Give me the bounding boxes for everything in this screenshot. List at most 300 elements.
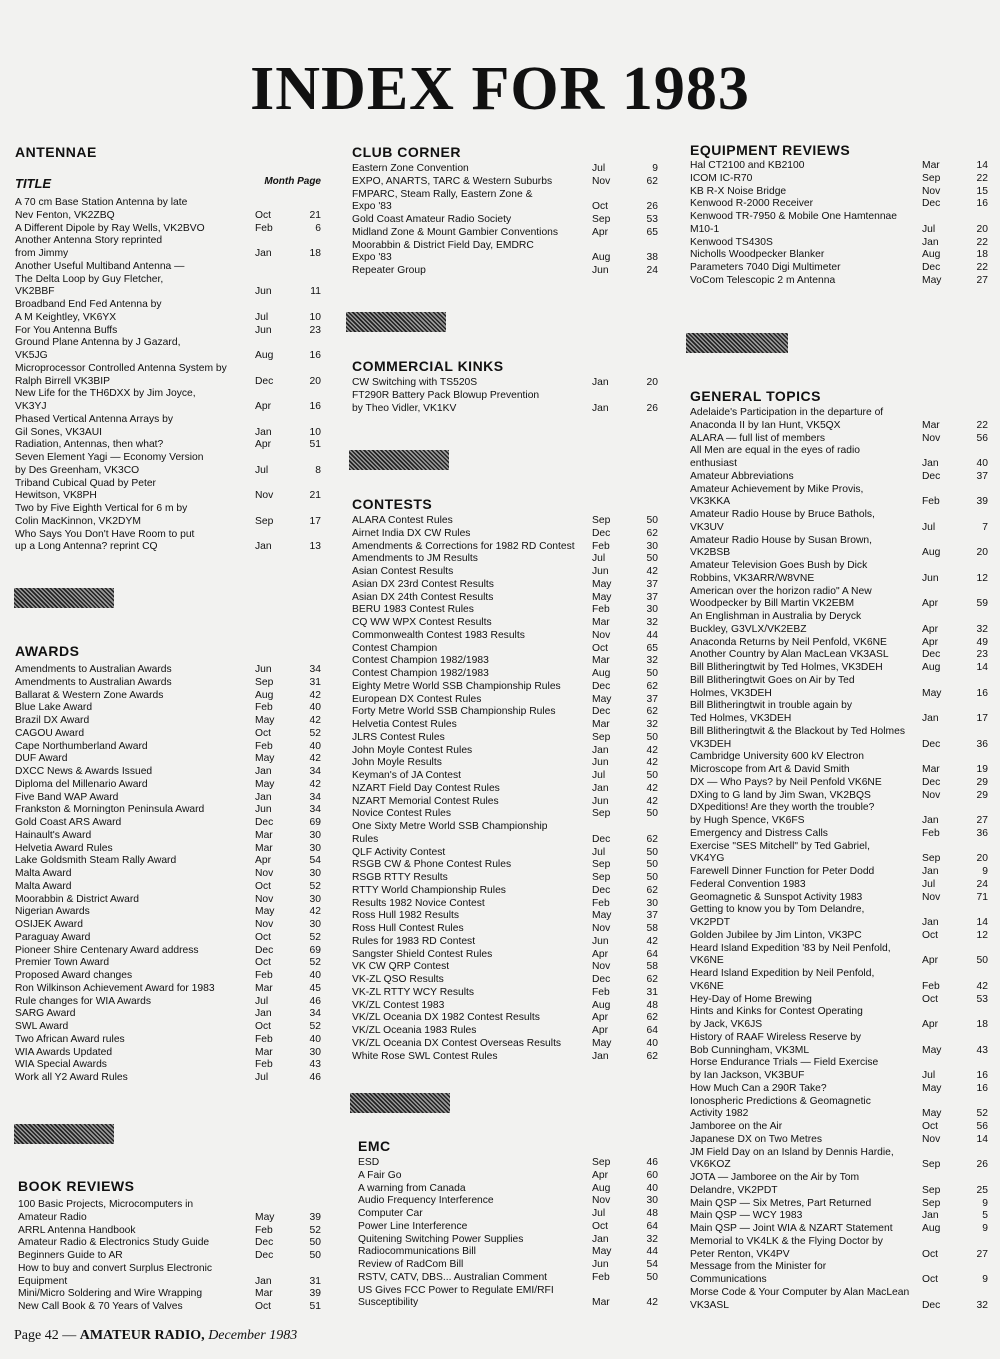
entry-title: Bill Blitheringtwit Goes on Air by Ted Holmes, VK3DEH: [690, 674, 855, 699]
entry-page: 30: [309, 919, 321, 930]
index-entry: [352, 898, 658, 911]
entry-month: Oct: [922, 993, 939, 1005]
entry-month: Oct: [592, 201, 609, 213]
entry-month: Apr: [922, 955, 939, 967]
entry-title: US Gives FCC Power to Regulate EMI/RFI Susceptibility: [358, 1284, 554, 1309]
entry-title: Moorabbin & District Field Day, EMDRC Expo '83: [352, 239, 534, 264]
entry-title: Two African Award rules: [15, 1033, 125, 1045]
entry-month: Feb: [255, 1059, 273, 1071]
entry-month: Dec: [922, 198, 941, 210]
entry-title: Forty Metre World SSB Championship Rules: [352, 706, 556, 718]
entry-page: 23: [309, 324, 321, 336]
entry-title: Lake Goldsmith Steam Rally Award: [15, 855, 177, 867]
entry-page: 16: [976, 198, 988, 210]
index-entry: [690, 700, 988, 726]
entry-title: Getting to know you by Tom Delandre, VK2PDT: [690, 904, 865, 928]
entry-page: 10: [309, 426, 321, 438]
index-entry: [352, 910, 658, 923]
entry-page: 22: [976, 419, 988, 431]
entry-month: Dec: [592, 833, 611, 845]
entry-page: 62: [646, 833, 658, 845]
entry-month: Jan: [592, 782, 609, 794]
entry-title: ALARA — full list of members: [690, 432, 826, 444]
entry-month: Sep: [922, 1197, 941, 1209]
entry-month: Apr: [592, 1025, 609, 1036]
entry-month: Jun: [592, 935, 609, 947]
entry-month: Apr: [922, 636, 939, 648]
index-entry: [358, 1221, 658, 1234]
entry-month: Aug: [922, 1223, 941, 1234]
entry-month: Mar: [255, 829, 273, 841]
entry-page: 40: [309, 970, 321, 981]
section-heading: EQUIPMENT REVIEWS: [690, 142, 851, 158]
entry-page: 42: [646, 744, 658, 756]
entry-month: Jun: [255, 324, 272, 336]
index-entry: [15, 855, 321, 868]
section-equipment-reviews: [690, 142, 988, 288]
entry-title: Cape Northumberland Award: [15, 740, 148, 752]
entry-title: RSGB CW & Phone Contest Rules: [352, 859, 512, 871]
entry-title: How to buy and convert Surplus Electronic Equipment: [18, 1262, 213, 1287]
entry-page: 16: [309, 401, 321, 412]
entry-page: 30: [309, 829, 321, 841]
index-entry: [352, 1025, 658, 1038]
entry-title: Ross Hull Contest Rules: [352, 923, 464, 934]
index-entry: [352, 706, 658, 719]
section-contests: [352, 496, 658, 1063]
index-entry: [352, 604, 658, 617]
index-entry: [352, 821, 658, 847]
index-entry: [15, 932, 321, 945]
index-entry: [15, 478, 321, 504]
index-entry: [690, 1198, 988, 1211]
entry-title: Amateur Abbreviations: [690, 470, 794, 482]
entry-page: 34: [309, 804, 321, 816]
entry-title: Results 1982 Novice Contest: [352, 897, 485, 909]
page-title: INDEX FOR 1983: [250, 55, 750, 123]
entry-title: JM Field Day on an Island by Dennis Hardie, VK6KOZ: [690, 1146, 894, 1171]
entry-title: CQ WW WPX Contest Results: [352, 617, 492, 628]
entry-page: 19: [976, 764, 988, 775]
entry-title: Seven Element Yagi — Economy Version by Des Greenham, VK3CO: [15, 452, 204, 476]
index-entry: [352, 923, 658, 936]
index-entry: [15, 983, 321, 996]
entry-title: DX — Who Pays? by Neil Penfold VK6NE: [690, 776, 882, 788]
entry-month: Jul: [255, 1072, 269, 1083]
index-entry: [690, 841, 988, 867]
entry-title: Novice Contest Rules: [352, 808, 452, 820]
entry-title: DUF Award: [15, 753, 68, 765]
entry-page: 50: [309, 1237, 321, 1249]
entry-month: Apr: [592, 1169, 609, 1181]
index-entry: [690, 407, 988, 433]
entry-month: Jan: [922, 815, 939, 826]
index-entry: [690, 198, 988, 211]
entry-title: Ron Wilkinson Achievement Award for 1983: [15, 982, 215, 994]
hatched-divider: [346, 312, 446, 332]
entry-page: 30: [646, 540, 658, 552]
entry-title: Brazil DX Award: [15, 715, 90, 726]
section-club-corner: [352, 144, 658, 278]
entry-page: 62: [646, 974, 658, 985]
index-entry: [358, 1195, 658, 1208]
entry-page: 37: [646, 578, 658, 590]
index-entry: [15, 868, 321, 881]
entry-month: Nov: [592, 961, 611, 973]
entry-month: Dec: [922, 738, 941, 750]
index-entry: [15, 817, 321, 830]
index-entry: [15, 779, 321, 792]
entry-month: Jan: [255, 541, 272, 553]
entry-month: May: [255, 715, 275, 726]
entry-title: American over the horizon radio" A New Woodpecker by Bill Martin VK2EBM: [690, 585, 872, 610]
entry-page: 52: [309, 880, 321, 892]
entry-page: 50: [646, 770, 658, 781]
entry-title: All Men are equal in the eyes of radio enthusiast: [690, 445, 860, 469]
entry-month: Jan: [592, 1050, 609, 1062]
index-entry: [15, 664, 321, 677]
entry-month: Feb: [592, 986, 610, 998]
entry-month: May: [922, 1082, 942, 1094]
month-page-column-label: Month Page: [264, 176, 321, 187]
entry-page: 71: [976, 891, 988, 903]
section-heading: COMMERCIAL KINKS: [352, 358, 504, 374]
entry-page: 16: [976, 1070, 988, 1081]
entry-title: Sangster Shield Contest Rules: [352, 948, 493, 960]
entry-page: 9: [982, 1223, 988, 1234]
entry-page: 42: [309, 715, 321, 726]
index-entry: [690, 275, 988, 288]
entry-month: Jan: [255, 248, 272, 259]
entry-title: Mini/Micro Soldering and Wire Wrapping: [18, 1288, 203, 1300]
index-entry: [15, 223, 321, 236]
entry-page: 62: [646, 527, 658, 539]
entry-title: Malta Award: [15, 880, 72, 892]
entry-title: FT290R Battery Pack Blowup Prevention by Theo Vidler, VK1KV: [352, 389, 540, 414]
entry-page: 29: [976, 789, 988, 801]
entry-page: 24: [646, 265, 658, 276]
entry-month: May: [255, 906, 275, 918]
entry-page: 9: [652, 163, 658, 174]
entry-page: 42: [309, 778, 321, 790]
index-entry: [358, 1170, 658, 1183]
index-entry: [352, 949, 658, 962]
entry-month: Jul: [255, 311, 269, 323]
entry-page: 50: [646, 808, 658, 820]
index-entry: [690, 611, 988, 637]
entry-title: Triband Cubical Quad by Peter Hewitson, VK8PH: [15, 477, 156, 502]
entry-month: Feb: [255, 970, 273, 981]
index-entry: [18, 1225, 321, 1238]
entry-page: 50: [976, 955, 988, 967]
index-entry: [690, 237, 988, 250]
entry-title: Broadband End Fed Antenna by A M Keightley, VK6YX: [15, 299, 162, 323]
entry-title: Microprocessor Controlled Antenna System by Ralph Birrell VK3BIP: [15, 362, 227, 387]
entry-page: 14: [976, 1133, 988, 1145]
index-entry: [690, 1261, 988, 1287]
entry-month: Apr: [255, 401, 272, 412]
entry-page: 40: [646, 1037, 658, 1049]
index-entry: [690, 173, 988, 186]
entry-title: JLRS Contest Rules: [352, 731, 445, 743]
entry-page: 30: [646, 604, 658, 616]
entry-month: Nov: [592, 1195, 611, 1207]
entry-month: May: [592, 1246, 612, 1258]
index-entry: [15, 677, 321, 690]
entry-title: OSIJEK Award: [15, 919, 83, 930]
section-emc: [358, 1138, 658, 1310]
entry-page: 42: [309, 689, 321, 701]
index-entry: [352, 808, 658, 821]
entry-page: 21: [309, 490, 321, 502]
entry-page: 16: [976, 687, 988, 699]
entry-page: 39: [976, 496, 988, 508]
entry-page: 36: [976, 738, 988, 750]
entry-page: 50: [646, 515, 658, 526]
entry-page: 48: [646, 999, 658, 1011]
entry-page: 52: [309, 957, 321, 969]
entry-month: Jul: [922, 878, 936, 890]
index-entry: [358, 1272, 658, 1285]
index-entry: [352, 579, 658, 592]
index-entry: [352, 936, 658, 949]
entry-month: Feb: [255, 1224, 273, 1236]
index-entry: [352, 515, 658, 528]
index-entry: [15, 906, 321, 919]
index-entry: [690, 1210, 988, 1223]
index-entry: [358, 1183, 658, 1196]
page-footer: [14, 1328, 297, 1344]
entry-month: Oct: [922, 1121, 939, 1132]
entry-title: Rule changes for WIA Awards: [15, 995, 152, 1007]
index-entry: [690, 892, 988, 905]
entry-page: 62: [646, 884, 658, 896]
entry-month: Jul: [592, 1208, 606, 1219]
index-entry: [15, 414, 321, 440]
entry-title: JOTA — Jamboree on the Air by Tom Delandre, VK2PDT: [690, 1172, 860, 1196]
index-entry: [15, 325, 321, 338]
entry-month: Sep: [922, 1159, 941, 1171]
index-entry: [15, 919, 321, 932]
section-heading: AWARDS: [15, 643, 80, 659]
entry-month: May: [922, 687, 942, 699]
entry-title: Asian DX 23rd Contest Results: [352, 578, 494, 590]
entry-title: Amendments to JM Results: [352, 553, 478, 565]
index-entry: [352, 732, 658, 745]
index-entry: [352, 1038, 658, 1051]
entry-title: Keyman's of JA Contest: [352, 770, 461, 781]
entry-month: Dec: [592, 527, 611, 539]
entry-month: Dec: [255, 1250, 274, 1261]
entry-title: Main QSP — Six Metres, Part Returned: [690, 1197, 872, 1209]
index-entry: [352, 390, 658, 416]
index-entry: [690, 968, 988, 994]
index-entry: [690, 930, 988, 943]
entry-page: 46: [309, 1072, 321, 1083]
entry-title: Federal Convention 1983: [690, 878, 806, 890]
index-entry: [352, 643, 658, 656]
index-entry: [352, 163, 658, 176]
entry-page: 53: [976, 993, 988, 1005]
entry-page: 50: [309, 1250, 321, 1261]
entry-month: Dec: [592, 706, 611, 718]
entry-page: 9: [982, 1197, 988, 1209]
entry-month: Mar: [922, 160, 940, 171]
index-entry: [690, 802, 988, 828]
entry-month: Apr: [592, 948, 609, 960]
entry-month: Apr: [922, 623, 939, 635]
entry-page: 51: [309, 439, 321, 451]
index-entry: [18, 1263, 321, 1289]
entry-title: Farewell Dinner Function for Peter Dodd: [690, 866, 875, 877]
entry-title: Jamboree on the Air: [690, 1121, 783, 1132]
entry-page: 18: [309, 248, 321, 259]
index-entry: [352, 566, 658, 579]
entry-title: Horse Endurance Trials — Field Exercise by Ian Jackson, VK3BUF: [690, 1057, 879, 1081]
entry-title: European DX Contest Rules: [352, 693, 482, 705]
entry-title: A 70 cm Base Station Antenna by late Nev Fenton, VK2ZBQ: [15, 197, 188, 221]
entry-month: Aug: [922, 547, 941, 559]
entry-page: 50: [646, 859, 658, 871]
entry-month: Nov: [255, 490, 274, 502]
entry-title: One Sixty Metre World SSB Championship Rules: [352, 821, 548, 845]
index-entry: [15, 235, 321, 261]
entry-page: 50: [646, 872, 658, 883]
index-entry: [690, 1172, 988, 1198]
index-entry: [352, 655, 658, 668]
index-entry: [690, 866, 988, 879]
index-entry: [352, 265, 658, 278]
index-entry: [15, 996, 321, 1009]
entry-page: 30: [309, 842, 321, 854]
entry-title: New Call Book & 70 Years of Valves: [18, 1301, 183, 1312]
section-heading: ANTENNAE: [15, 144, 97, 160]
entry-title: Amendments to Australian Awards: [15, 676, 172, 688]
entry-title: Gold Coast ARS Award: [15, 817, 122, 828]
entry-month: Oct: [592, 1220, 609, 1232]
entry-page: 44: [646, 629, 658, 641]
entry-month: Jun: [592, 1259, 609, 1270]
entry-title: Malta Award: [15, 868, 72, 879]
entry-title: Commonwealth Contest 1983 Results: [352, 629, 525, 641]
entry-title: VK/ZL Oceania DX Contest Overseas Results: [352, 1037, 562, 1049]
entry-month: Sep: [592, 214, 611, 225]
entry-month: Aug: [922, 249, 941, 261]
entry-month: Sep: [255, 676, 274, 688]
entry-title: Adelaide's Participation in the departure of Anaconda II by Ian Hunt, VK5QX: [690, 407, 884, 431]
index-entry: [15, 753, 321, 766]
entry-page: 65: [646, 642, 658, 654]
entry-title: A Different Dipole by Ray Wells, VK2BVO: [15, 222, 205, 234]
index-entry: [690, 637, 988, 650]
index-entry: [690, 751, 988, 777]
entry-month: Jan: [255, 1008, 272, 1020]
entry-title: ESD: [358, 1157, 380, 1168]
entry-page: 64: [646, 1025, 658, 1036]
entry-title: Kenwood TS430S: [690, 236, 773, 248]
entry-title: Amateur Radio & Electronics Study Guide: [18, 1237, 210, 1249]
entry-title: Phased Vertical Antenna Arrays by Gil Sones, VK3AUI: [15, 413, 173, 438]
index-entry: [352, 227, 658, 240]
entry-month: May: [922, 1108, 942, 1120]
entry-page: 20: [976, 853, 988, 865]
entry-month: May: [592, 591, 612, 603]
entry-page: 64: [646, 948, 658, 960]
index-entry: [352, 974, 658, 987]
index-entry: [352, 377, 658, 390]
entry-title: New Life for the TH6DXX by Jim Joyce, VK3YJ: [15, 388, 196, 412]
section-commercial-kinks: [352, 358, 658, 415]
entry-month: Nov: [922, 185, 941, 197]
entry-page: 40: [309, 740, 321, 752]
entry-page: 36: [976, 827, 988, 839]
entry-title: Ballarat & Western Zone Awards: [15, 689, 164, 701]
entry-title: White Rose SWL Contest Rules: [352, 1050, 498, 1062]
entry-page: 24: [976, 878, 988, 890]
entry-title: VK/ZL Oceania 1983 Rules: [352, 1025, 477, 1036]
entry-page: 40: [309, 702, 321, 714]
entry-month: Sep: [592, 808, 611, 820]
index-entry: [15, 728, 321, 741]
index-entry: [15, 690, 321, 703]
entry-page: 62: [646, 1012, 658, 1024]
entry-page: 30: [309, 1046, 321, 1058]
index-entry: [15, 741, 321, 754]
index-entry: [352, 694, 658, 707]
entry-month: Aug: [255, 350, 274, 361]
entry-month: Sep: [255, 515, 274, 527]
entry-page: 11: [310, 286, 321, 298]
entry-month: Jun: [592, 795, 609, 807]
entry-month: Sep: [922, 853, 941, 865]
entry-month: Sep: [592, 1157, 611, 1168]
entry-title: Eighty Metre World SSB Championship Rules: [352, 680, 561, 692]
index-entry: [358, 1208, 658, 1221]
entry-month: Nov: [592, 175, 611, 187]
entry-title: Diploma del Millenario Award: [15, 778, 148, 790]
entry-title: Hainault's Award: [15, 829, 92, 841]
entry-month: Feb: [922, 827, 940, 839]
index-entry: [15, 388, 321, 414]
entry-page: 5: [982, 1210, 988, 1222]
hatched-divider: [14, 1124, 114, 1144]
index-entry: [15, 945, 321, 958]
awards-list: [15, 664, 321, 1085]
entry-month: May: [255, 778, 275, 790]
entry-title: Nicholls Woodpecker Blanker: [690, 249, 825, 261]
entry-title: Main QSP — Joint WIA & NZART Statement: [690, 1223, 893, 1234]
entry-page: 31: [309, 1275, 321, 1287]
entry-title: Kenwood R-2000 Receiver: [690, 198, 814, 210]
index-entry: [352, 961, 658, 974]
entry-month: Aug: [592, 999, 611, 1011]
entry-page: 32: [646, 617, 658, 628]
entry-page: 62: [646, 706, 658, 718]
entry-month: Feb: [592, 604, 610, 616]
entry-page: 9: [982, 1274, 988, 1285]
entry-page: 7: [982, 521, 988, 533]
entry-title: Power Line Interference: [358, 1220, 468, 1232]
entry-page: 54: [646, 1259, 658, 1270]
index-entry: [690, 211, 988, 237]
entry-title: QLF Activity Contest: [352, 846, 446, 858]
entry-page: 12: [976, 572, 988, 584]
entry-month: Oct: [255, 209, 272, 221]
entry-title: VK-ZL QSO Results: [352, 974, 444, 985]
entry-month: May: [592, 693, 612, 705]
entry-title: Another Useful Multiband Antenna — The Delta Loop by Guy Fletcher, VK2BBF: [15, 260, 185, 298]
entry-page: 17: [976, 713, 988, 724]
